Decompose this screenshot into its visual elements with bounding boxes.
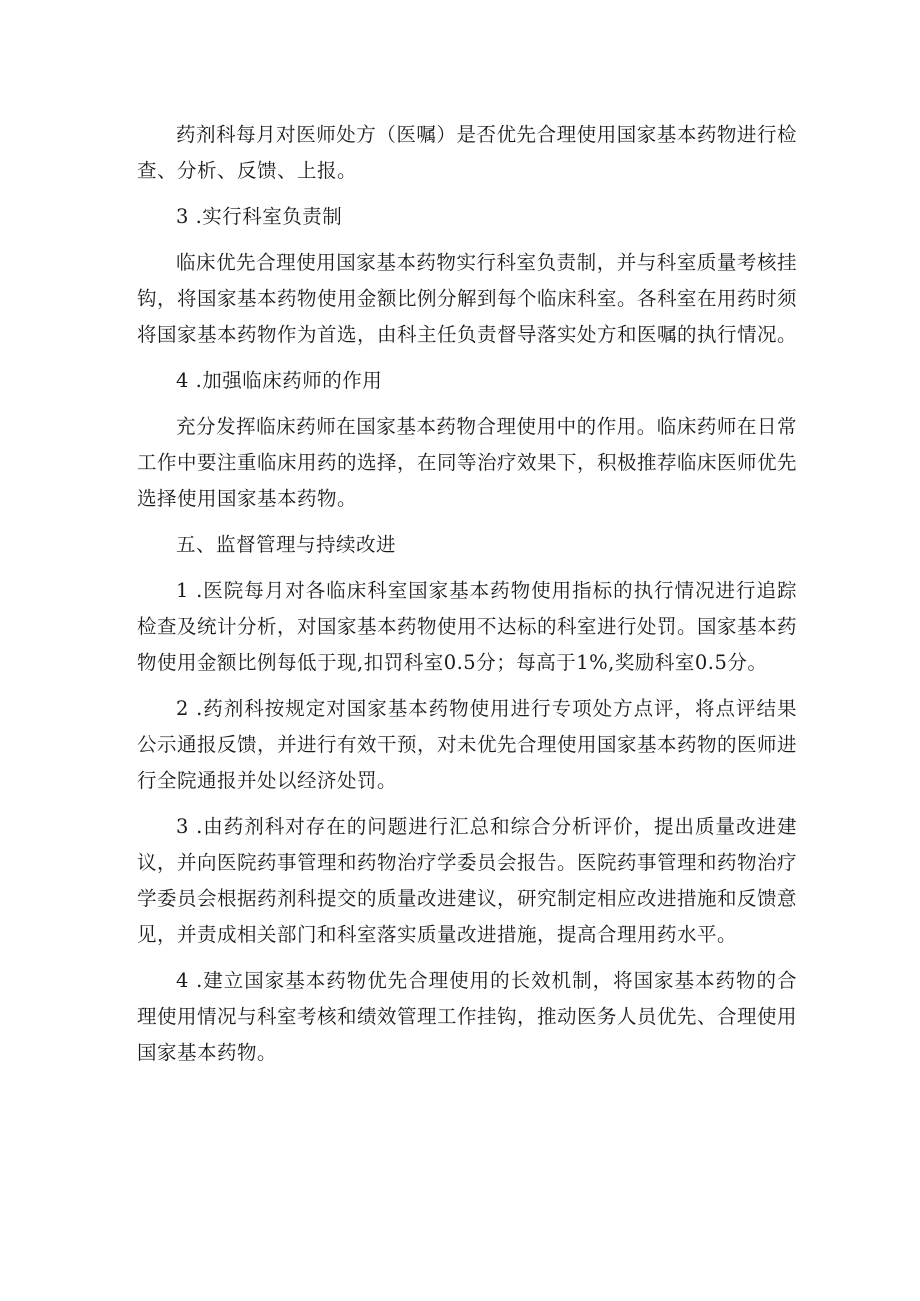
heading-supervision-improvement: 五、监督管理与持续改进 (176, 533, 397, 556)
paragraph-item-1-monthly-tracking: 1 .医院每月对各临床科室国家基本药物使用指标的执行情况进行追踪检查及统计分析，对国家基本药物使用不达标的科室进行处罚。国家基本药物使用金额比例每低于现,扣罚科室0.5分；每高于1%,奖励科室0.5分。 (137, 579, 798, 674)
heading-department-responsibility: 3 .实行科室负责制 (176, 205, 343, 228)
document-body (137, 117, 797, 1081)
paragraph-clinical-pharmacist-role: 充分发挥临床药师在国家基本药物合理使用中的作用。临床药师在日常工作中要注重临床用药的选择，在同等治疗效果下，积极推荐临床医师优先选择使用国家基本药物。 (137, 415, 798, 510)
paragraph-department-responsibility: 临床优先合理使用国家基本药物实行科室负责制，并与科室质量考核挂钩，将国家基本药物使用金额比例分解到每个临床科室。各科室在用药时须将国家基本药物作为首选，由科主任负责督导落实处方和医嘱的执行情况。 (137, 251, 798, 346)
paragraph-pharmacy-monthly-review: 药剂科每月对医师处方（医嘱）是否优先合理使用国家基本药物进行检查、分析、反馈、上报。 (137, 123, 797, 182)
paragraph-item-4-long-term-mechanism: 4 .建立国家基本药物优先合理使用的长效机制，将国家基本药物的合理使用情况与科室考核和绩效管理工作挂钩，推动医务人员优先、合理使用国家基本药物。 (137, 969, 798, 1064)
paragraph-item-3-quality-improvement: 3 .由药剂科对存在的问题进行汇总和综合分析评价，提出质量改进建议，并向医院药事管理和药物治疗学委员会报告。医院药事管理和药物治疗学委员会根据药剂科提交的质量改进建议，研究制定相应改进措施和反馈意见，并责成相关部门和科室落实质量改进措施，提高合理用药水平。 (137, 815, 798, 946)
paragraph-item-2-prescription-review: 2 .药剂科按规定对国家基本药物使用进行专项处方点评，将点评结果公示通报反馈，并进行有效干预，对未优先合理使用国家基本药物的医师进行全院通报并处以经济处罚。 (137, 697, 798, 792)
heading-clinical-pharmacist-role: 4 .加强临床药师的作用 (176, 369, 383, 392)
